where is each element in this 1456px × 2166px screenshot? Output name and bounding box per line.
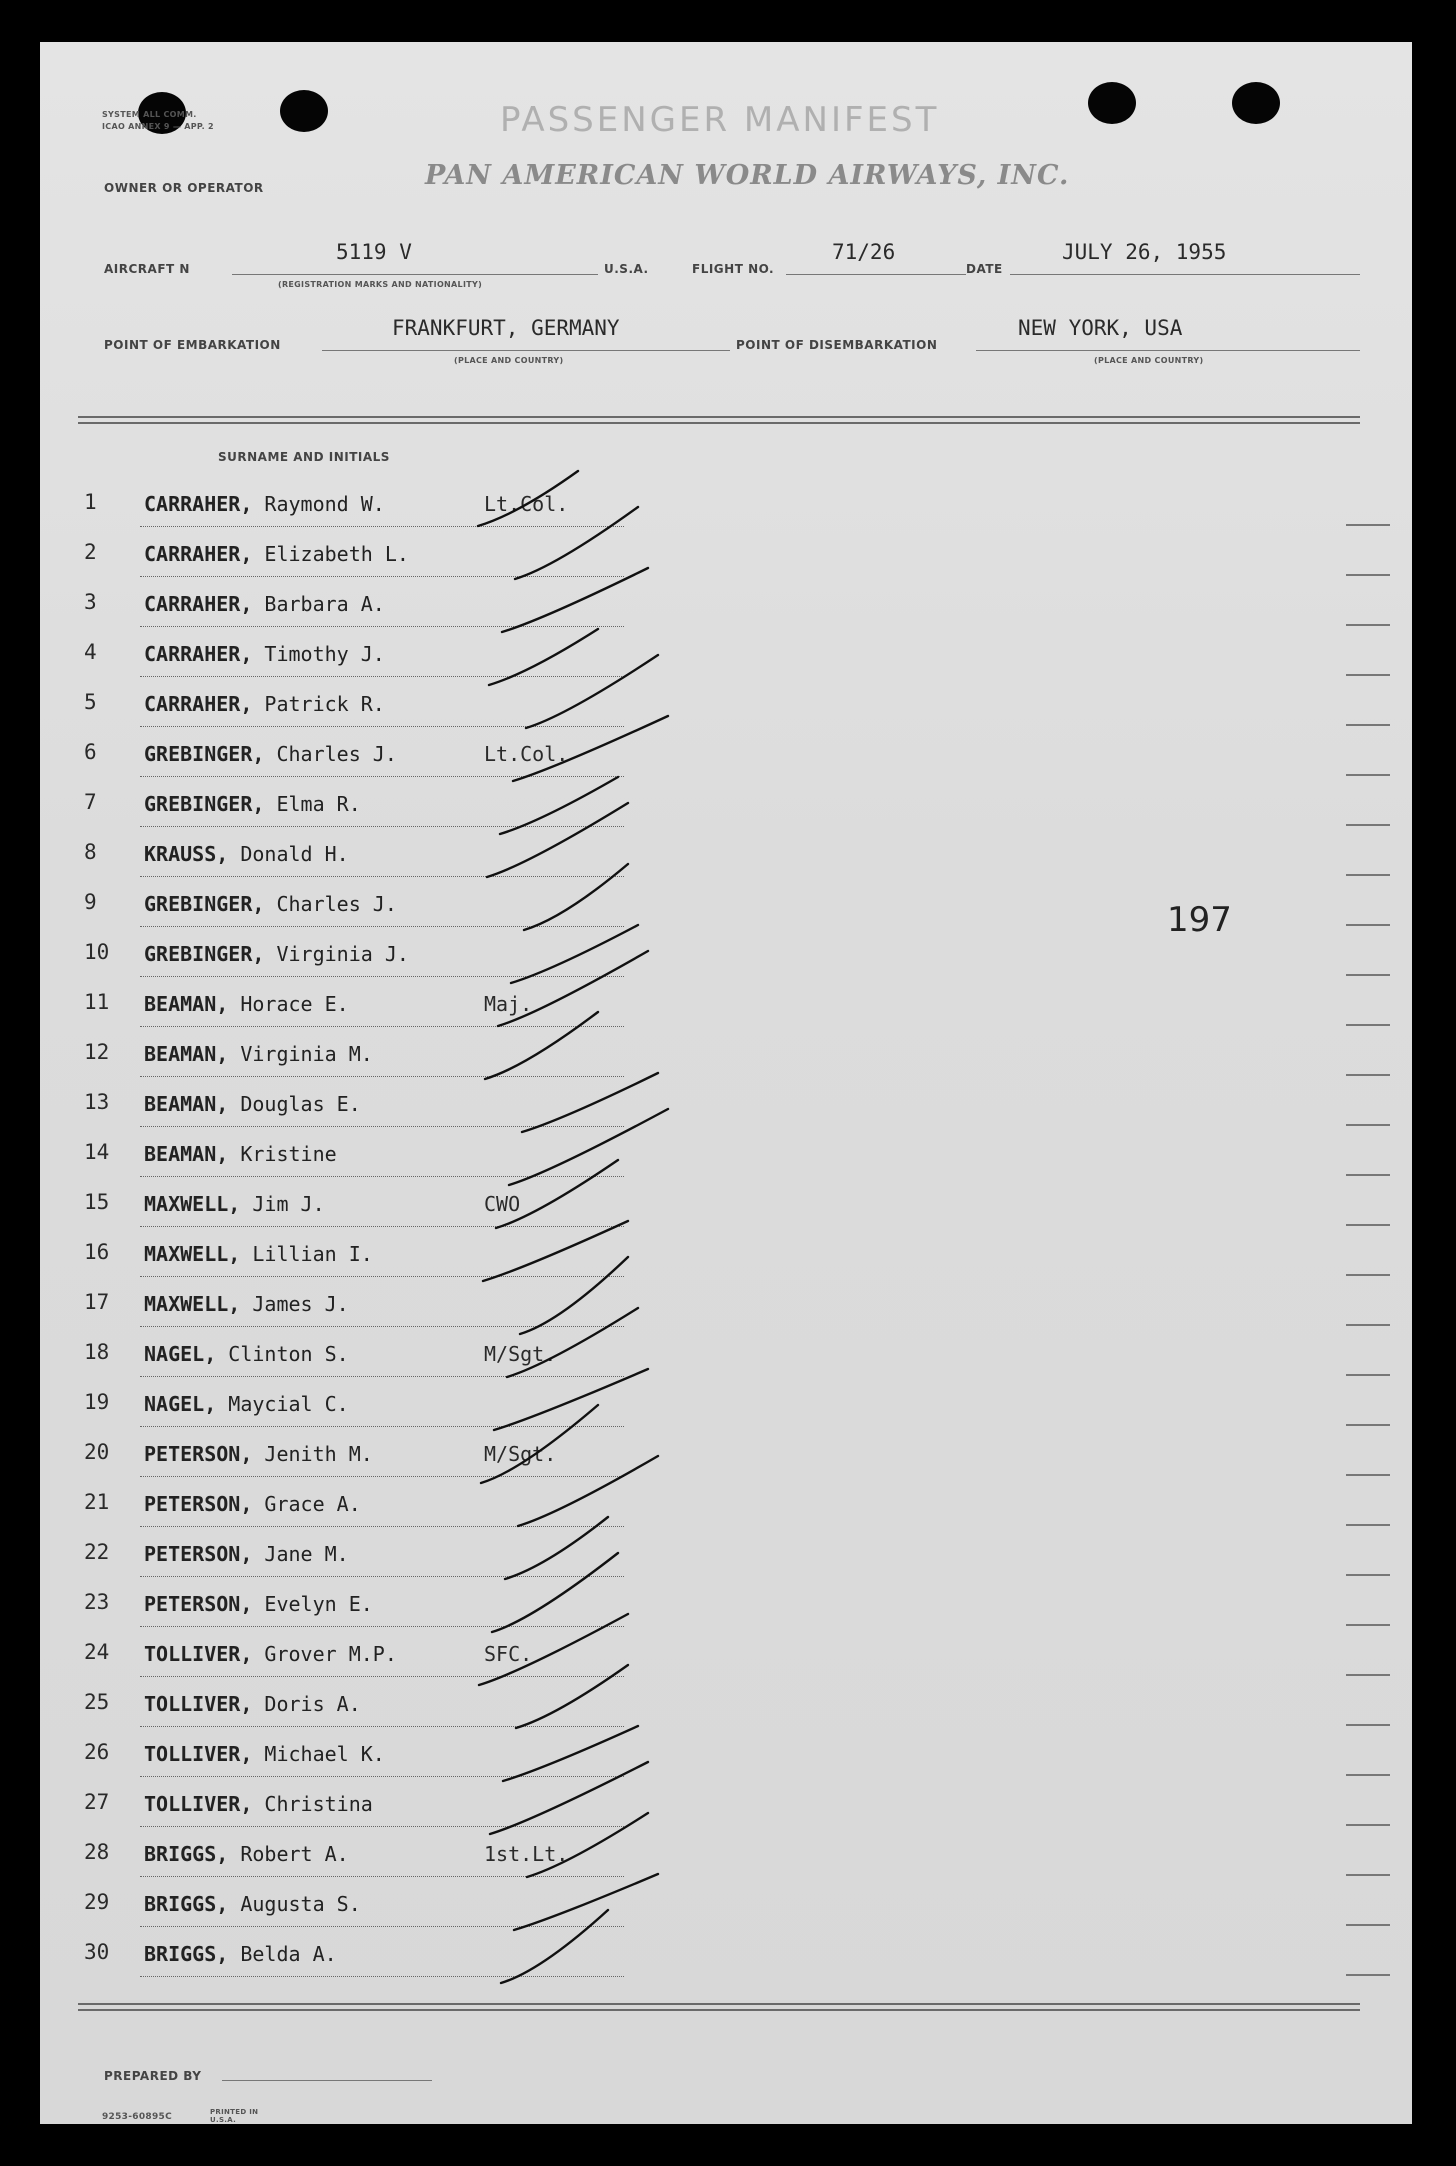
passenger-surname: BEAMAN, xyxy=(144,1042,229,1066)
row-line xyxy=(140,1676,624,1678)
row-line xyxy=(140,526,624,528)
passenger-given-name: Charles J. xyxy=(276,892,397,916)
aircraft-value: 5119 V xyxy=(336,240,412,264)
row-line xyxy=(140,776,624,778)
passenger-row xyxy=(60,1836,610,1882)
disembark-line xyxy=(976,350,1360,351)
passenger-surname: BRIGGS, xyxy=(144,1842,229,1866)
aircraft-label: AIRCRAFT N xyxy=(104,262,190,276)
flight-line xyxy=(786,274,966,275)
row-line xyxy=(140,1476,624,1478)
passenger-name xyxy=(144,1492,361,1516)
passenger-given-name: Augusta S. xyxy=(240,1892,361,1916)
passenger-name xyxy=(144,592,385,616)
prepared-label: PREPARED BY xyxy=(104,2069,202,2083)
passenger-name xyxy=(144,1842,349,1866)
page-number: 197 xyxy=(1167,900,1232,940)
passenger-name xyxy=(144,792,361,816)
passenger-row xyxy=(60,1786,610,1832)
punch-hole xyxy=(280,90,328,132)
passenger-row xyxy=(60,1286,610,1332)
margin-dash xyxy=(1346,1824,1390,1826)
passenger-given-name: Doris A. xyxy=(264,1692,361,1716)
row-line xyxy=(140,576,624,578)
passenger-given-name: Horace E. xyxy=(240,992,349,1016)
passenger-given-name: Virginia M. xyxy=(240,1042,373,1066)
passenger-name xyxy=(144,492,385,516)
passenger-surname: BEAMAN, xyxy=(144,1142,229,1166)
passenger-given-name: Michael K. xyxy=(264,1742,385,1766)
passenger-row xyxy=(60,936,610,982)
row-number: 9 xyxy=(84,890,97,914)
margin-dash xyxy=(1346,1524,1390,1526)
row-number: 1 xyxy=(84,490,97,514)
footer-rule xyxy=(78,2003,1360,2005)
row-number: 20 xyxy=(84,1440,110,1464)
embark-sub: (PLACE AND COUNTRY) xyxy=(454,356,564,365)
passenger-given-name: Evelyn E. xyxy=(264,1592,373,1616)
passenger-surname: GREBINGER, xyxy=(144,792,265,816)
row-number: 2 xyxy=(84,540,97,564)
margin-dash xyxy=(1346,1774,1390,1776)
row-line xyxy=(140,1776,624,1778)
row-line xyxy=(140,1176,624,1178)
row-number: 22 xyxy=(84,1540,110,1564)
passenger-row xyxy=(60,736,610,782)
passenger-given-name: Kristine xyxy=(240,1142,337,1166)
corner-stamp: SYSTEM ALL COMM. xyxy=(102,110,197,119)
passenger-surname: CARRAHER, xyxy=(144,492,253,516)
margin-dash xyxy=(1346,524,1390,526)
row-number: 15 xyxy=(84,1190,110,1214)
passenger-row xyxy=(60,1086,610,1132)
margin-dash xyxy=(1346,1674,1390,1676)
passenger-rank: Maj. xyxy=(484,992,533,1016)
flight-label: FLIGHT NO. xyxy=(692,262,775,276)
passenger-given-name: James J. xyxy=(252,1292,349,1316)
passenger-row xyxy=(60,1536,610,1582)
passenger-row xyxy=(60,636,610,682)
passenger-surname: PETERSON, xyxy=(144,1492,253,1516)
passenger-surname: KRAUSS, xyxy=(144,842,229,866)
header-rule xyxy=(78,416,1360,418)
passenger-surname: MAXWELL, xyxy=(144,1242,241,1266)
passenger-given-name: Virginia J. xyxy=(276,942,409,966)
passenger-row xyxy=(60,1136,610,1182)
passenger-given-name: Grace A. xyxy=(264,1492,361,1516)
passenger-surname: BRIGGS, xyxy=(144,1892,229,1916)
row-line xyxy=(140,876,624,878)
row-number: 10 xyxy=(84,940,110,964)
margin-dash xyxy=(1346,1374,1390,1376)
row-number: 8 xyxy=(84,840,97,864)
passenger-name xyxy=(144,1442,373,1466)
passenger-name xyxy=(144,942,409,966)
embark-line xyxy=(322,350,730,351)
margin-dash xyxy=(1346,674,1390,676)
passenger-surname: GREBINGER, xyxy=(144,742,265,766)
passenger-row xyxy=(60,786,610,832)
margin-dash xyxy=(1346,774,1390,776)
passenger-name xyxy=(144,1742,385,1766)
passenger-row xyxy=(60,1436,610,1482)
passenger-row xyxy=(60,1636,610,1682)
row-line xyxy=(140,1426,624,1428)
margin-dash xyxy=(1346,624,1390,626)
passenger-given-name: Barbara A. xyxy=(264,592,385,616)
passenger-surname: PETERSON, xyxy=(144,1442,253,1466)
row-number: 7 xyxy=(84,790,97,814)
passenger-name xyxy=(144,1192,325,1216)
margin-dash xyxy=(1346,1424,1390,1426)
row-number: 16 xyxy=(84,1240,110,1264)
date-value: JULY 26, 1955 xyxy=(1062,240,1227,264)
prepared-line xyxy=(222,2080,432,2081)
row-line xyxy=(140,1826,624,1828)
margin-dash xyxy=(1346,1074,1390,1076)
row-number: 28 xyxy=(84,1840,110,1864)
flight-value: 71/26 xyxy=(832,240,896,264)
passenger-surname: CARRAHER, xyxy=(144,692,253,716)
passenger-surname: CARRAHER, xyxy=(144,642,253,666)
row-line xyxy=(140,1126,624,1128)
passenger-surname: BRIGGS, xyxy=(144,1942,229,1966)
passenger-surname: GREBINGER, xyxy=(144,892,265,916)
printed-stamp: PRINTED IN U.S.A. xyxy=(210,2108,259,2124)
date-line xyxy=(1010,274,1360,275)
passenger-name xyxy=(144,1392,349,1416)
row-line xyxy=(140,976,624,978)
passenger-name xyxy=(144,1892,361,1916)
row-number: 18 xyxy=(84,1340,110,1364)
passenger-given-name: Raymond W. xyxy=(264,492,385,516)
passenger-row xyxy=(60,686,610,732)
margin-dash xyxy=(1346,1174,1390,1176)
row-line xyxy=(140,1876,624,1878)
margin-dash xyxy=(1346,1274,1390,1276)
row-number: 25 xyxy=(84,1690,110,1714)
margin-dash xyxy=(1346,1724,1390,1726)
operator-name: PAN AMERICAN WORLD AIRWAYS, INC. xyxy=(425,160,1070,191)
passenger-row xyxy=(60,1236,610,1282)
row-number: 13 xyxy=(84,1090,110,1114)
passenger-given-name: Belda A. xyxy=(240,1942,337,1966)
passenger-name xyxy=(144,1292,349,1316)
passenger-surname: GREBINGER, xyxy=(144,942,265,966)
footer-rule xyxy=(78,2009,1360,2011)
margin-dash xyxy=(1346,1024,1390,1026)
passenger-given-name: Timothy J. xyxy=(264,642,385,666)
passenger-rank: M/Sgt. xyxy=(484,1342,557,1366)
passenger-surname: CARRAHER, xyxy=(144,542,253,566)
passenger-surname: BEAMAN, xyxy=(144,1092,229,1116)
passenger-name xyxy=(144,1592,373,1616)
aircraft-line xyxy=(232,274,598,275)
passenger-row xyxy=(60,1736,610,1782)
passenger-rank: 1st.Lt. xyxy=(484,1842,569,1866)
passenger-surname: BEAMAN, xyxy=(144,992,229,1016)
passenger-surname: MAXWELL, xyxy=(144,1192,241,1216)
passenger-name xyxy=(144,1942,337,1966)
row-line xyxy=(140,726,624,728)
row-number: 14 xyxy=(84,1140,110,1164)
passenger-name xyxy=(144,1342,349,1366)
margin-dash xyxy=(1346,1974,1390,1976)
row-number: 21 xyxy=(84,1490,110,1514)
row-number: 19 xyxy=(84,1390,110,1414)
row-line xyxy=(140,1026,624,1028)
passenger-name xyxy=(144,642,385,666)
corner-stamp: ICAO ANNEX 9 — APP. 2 xyxy=(102,122,214,131)
margin-dash xyxy=(1346,824,1390,826)
passenger-surname: PETERSON, xyxy=(144,1542,253,1566)
passenger-row xyxy=(60,886,610,932)
row-number: 27 xyxy=(84,1790,110,1814)
passenger-surname: TOLLIVER, xyxy=(144,1742,253,1766)
passenger-surname: TOLLIVER, xyxy=(144,1642,253,1666)
column-header: SURNAME AND INITIALS xyxy=(218,450,390,464)
row-number: 11 xyxy=(84,990,110,1014)
passenger-name xyxy=(144,1242,373,1266)
passenger-name xyxy=(144,1692,361,1716)
embark-value: FRANKFURT, GERMANY xyxy=(392,316,620,340)
margin-dash xyxy=(1346,1324,1390,1326)
passenger-given-name: Elizabeth L. xyxy=(264,542,409,566)
disembark-value: NEW YORK, USA xyxy=(1018,316,1183,340)
punch-hole xyxy=(1232,82,1280,124)
passenger-row xyxy=(60,1686,610,1732)
row-number: 6 xyxy=(84,740,97,764)
passenger-name xyxy=(144,1792,373,1816)
passenger-given-name: Jane M. xyxy=(264,1542,349,1566)
punch-hole xyxy=(1088,82,1136,124)
passenger-row xyxy=(60,1186,610,1232)
row-line xyxy=(140,926,624,928)
passenger-surname: MAXWELL, xyxy=(144,1292,241,1316)
passenger-rank: CWO xyxy=(484,1192,521,1216)
passenger-given-name: Charles J. xyxy=(276,742,397,766)
row-number: 30 xyxy=(84,1940,110,1964)
row-line xyxy=(140,1326,624,1328)
passenger-name xyxy=(144,992,349,1016)
passenger-name xyxy=(144,1542,349,1566)
page-title: PASSENGER MANIFEST xyxy=(500,100,940,140)
row-line xyxy=(140,1626,624,1628)
passenger-rank: Lt.Col. xyxy=(484,492,569,516)
passenger-given-name: Clinton S. xyxy=(228,1342,349,1366)
margin-dash xyxy=(1346,574,1390,576)
margin-dash xyxy=(1346,1224,1390,1226)
margin-dash xyxy=(1346,1874,1390,1876)
embark-label: POINT OF EMBARKATION xyxy=(104,338,281,352)
passenger-row xyxy=(60,1336,610,1382)
owner-label: OWNER OR OPERATOR xyxy=(104,181,264,195)
margin-dash xyxy=(1346,1924,1390,1926)
passenger-row xyxy=(60,1036,610,1082)
passenger-given-name: Douglas E. xyxy=(240,1092,361,1116)
passenger-surname: TOLLIVER, xyxy=(144,1792,253,1816)
row-line xyxy=(140,1976,624,1978)
passenger-given-name: Maycial C. xyxy=(228,1392,349,1416)
disembark-label: POINT OF DISEMBARKATION xyxy=(736,338,938,352)
country-label: U.S.A. xyxy=(604,262,649,276)
margin-dash xyxy=(1346,1124,1390,1126)
passenger-name xyxy=(144,742,397,766)
passenger-surname: NAGEL, xyxy=(144,1392,217,1416)
disembark-sub: (PLACE AND COUNTRY) xyxy=(1094,356,1204,365)
row-line xyxy=(140,1526,624,1528)
row-number: 24 xyxy=(84,1640,110,1664)
passenger-surname: PETERSON, xyxy=(144,1592,253,1616)
passenger-row xyxy=(60,486,610,532)
passenger-row xyxy=(60,836,610,882)
row-number: 29 xyxy=(84,1890,110,1914)
row-number: 5 xyxy=(84,690,97,714)
form-number: 9253-60895C xyxy=(102,2112,173,2122)
row-line xyxy=(140,676,624,678)
passenger-row xyxy=(60,586,610,632)
passenger-row xyxy=(60,986,610,1032)
row-number: 17 xyxy=(84,1290,110,1314)
row-line xyxy=(140,826,624,828)
margin-dash xyxy=(1346,1574,1390,1576)
row-line xyxy=(140,1726,624,1728)
row-line xyxy=(140,1226,624,1228)
passenger-row xyxy=(60,1886,610,1932)
aircraft-sub: (REGISTRATION MARKS AND NATIONALITY) xyxy=(278,280,483,289)
passenger-name xyxy=(144,1142,337,1166)
passenger-given-name: Jim J. xyxy=(252,1192,325,1216)
passenger-name xyxy=(144,892,397,916)
passenger-rank: Lt.Col. xyxy=(484,742,569,766)
passenger-given-name: Grover M.P. xyxy=(264,1642,397,1666)
passenger-surname: NAGEL, xyxy=(144,1342,217,1366)
passenger-row xyxy=(60,1936,610,1982)
passenger-given-name: Jenith M. xyxy=(264,1442,373,1466)
row-number: 4 xyxy=(84,640,97,664)
passenger-rank: M/Sgt. xyxy=(484,1442,557,1466)
passenger-given-name: Donald H. xyxy=(240,842,349,866)
row-line xyxy=(140,1576,624,1578)
row-number: 12 xyxy=(84,1040,110,1064)
passenger-surname: CARRAHER, xyxy=(144,592,253,616)
margin-dash xyxy=(1346,1624,1390,1626)
row-number: 3 xyxy=(84,590,97,614)
margin-dash xyxy=(1346,874,1390,876)
row-line xyxy=(140,1276,624,1278)
header-rule xyxy=(78,422,1360,424)
row-line xyxy=(140,1076,624,1078)
passenger-name xyxy=(144,1092,361,1116)
passenger-surname: TOLLIVER, xyxy=(144,1692,253,1716)
passenger-given-name: Elma R. xyxy=(276,792,361,816)
row-number: 23 xyxy=(84,1590,110,1614)
margin-dash xyxy=(1346,724,1390,726)
passenger-rank: SFC. xyxy=(484,1642,533,1666)
passenger-name xyxy=(144,1042,373,1066)
row-line xyxy=(140,1376,624,1378)
passenger-name xyxy=(144,842,349,866)
passenger-row xyxy=(60,536,610,582)
passenger-row xyxy=(60,1486,610,1532)
passenger-name xyxy=(144,1642,397,1666)
passenger-row xyxy=(60,1586,610,1632)
row-line xyxy=(140,626,624,628)
passenger-given-name: Lillian I. xyxy=(252,1242,373,1266)
passenger-row xyxy=(60,1386,610,1432)
passenger-given-name: Patrick R. xyxy=(264,692,385,716)
passenger-name xyxy=(144,542,409,566)
passenger-given-name: Christina xyxy=(264,1792,373,1816)
date-label: DATE xyxy=(966,262,1003,276)
margin-dash xyxy=(1346,974,1390,976)
margin-dash xyxy=(1346,1474,1390,1476)
passenger-name xyxy=(144,692,385,716)
passenger-given-name: Robert A. xyxy=(240,1842,349,1866)
row-line xyxy=(140,1926,624,1928)
row-number: 26 xyxy=(84,1740,110,1764)
margin-dash xyxy=(1346,924,1390,926)
